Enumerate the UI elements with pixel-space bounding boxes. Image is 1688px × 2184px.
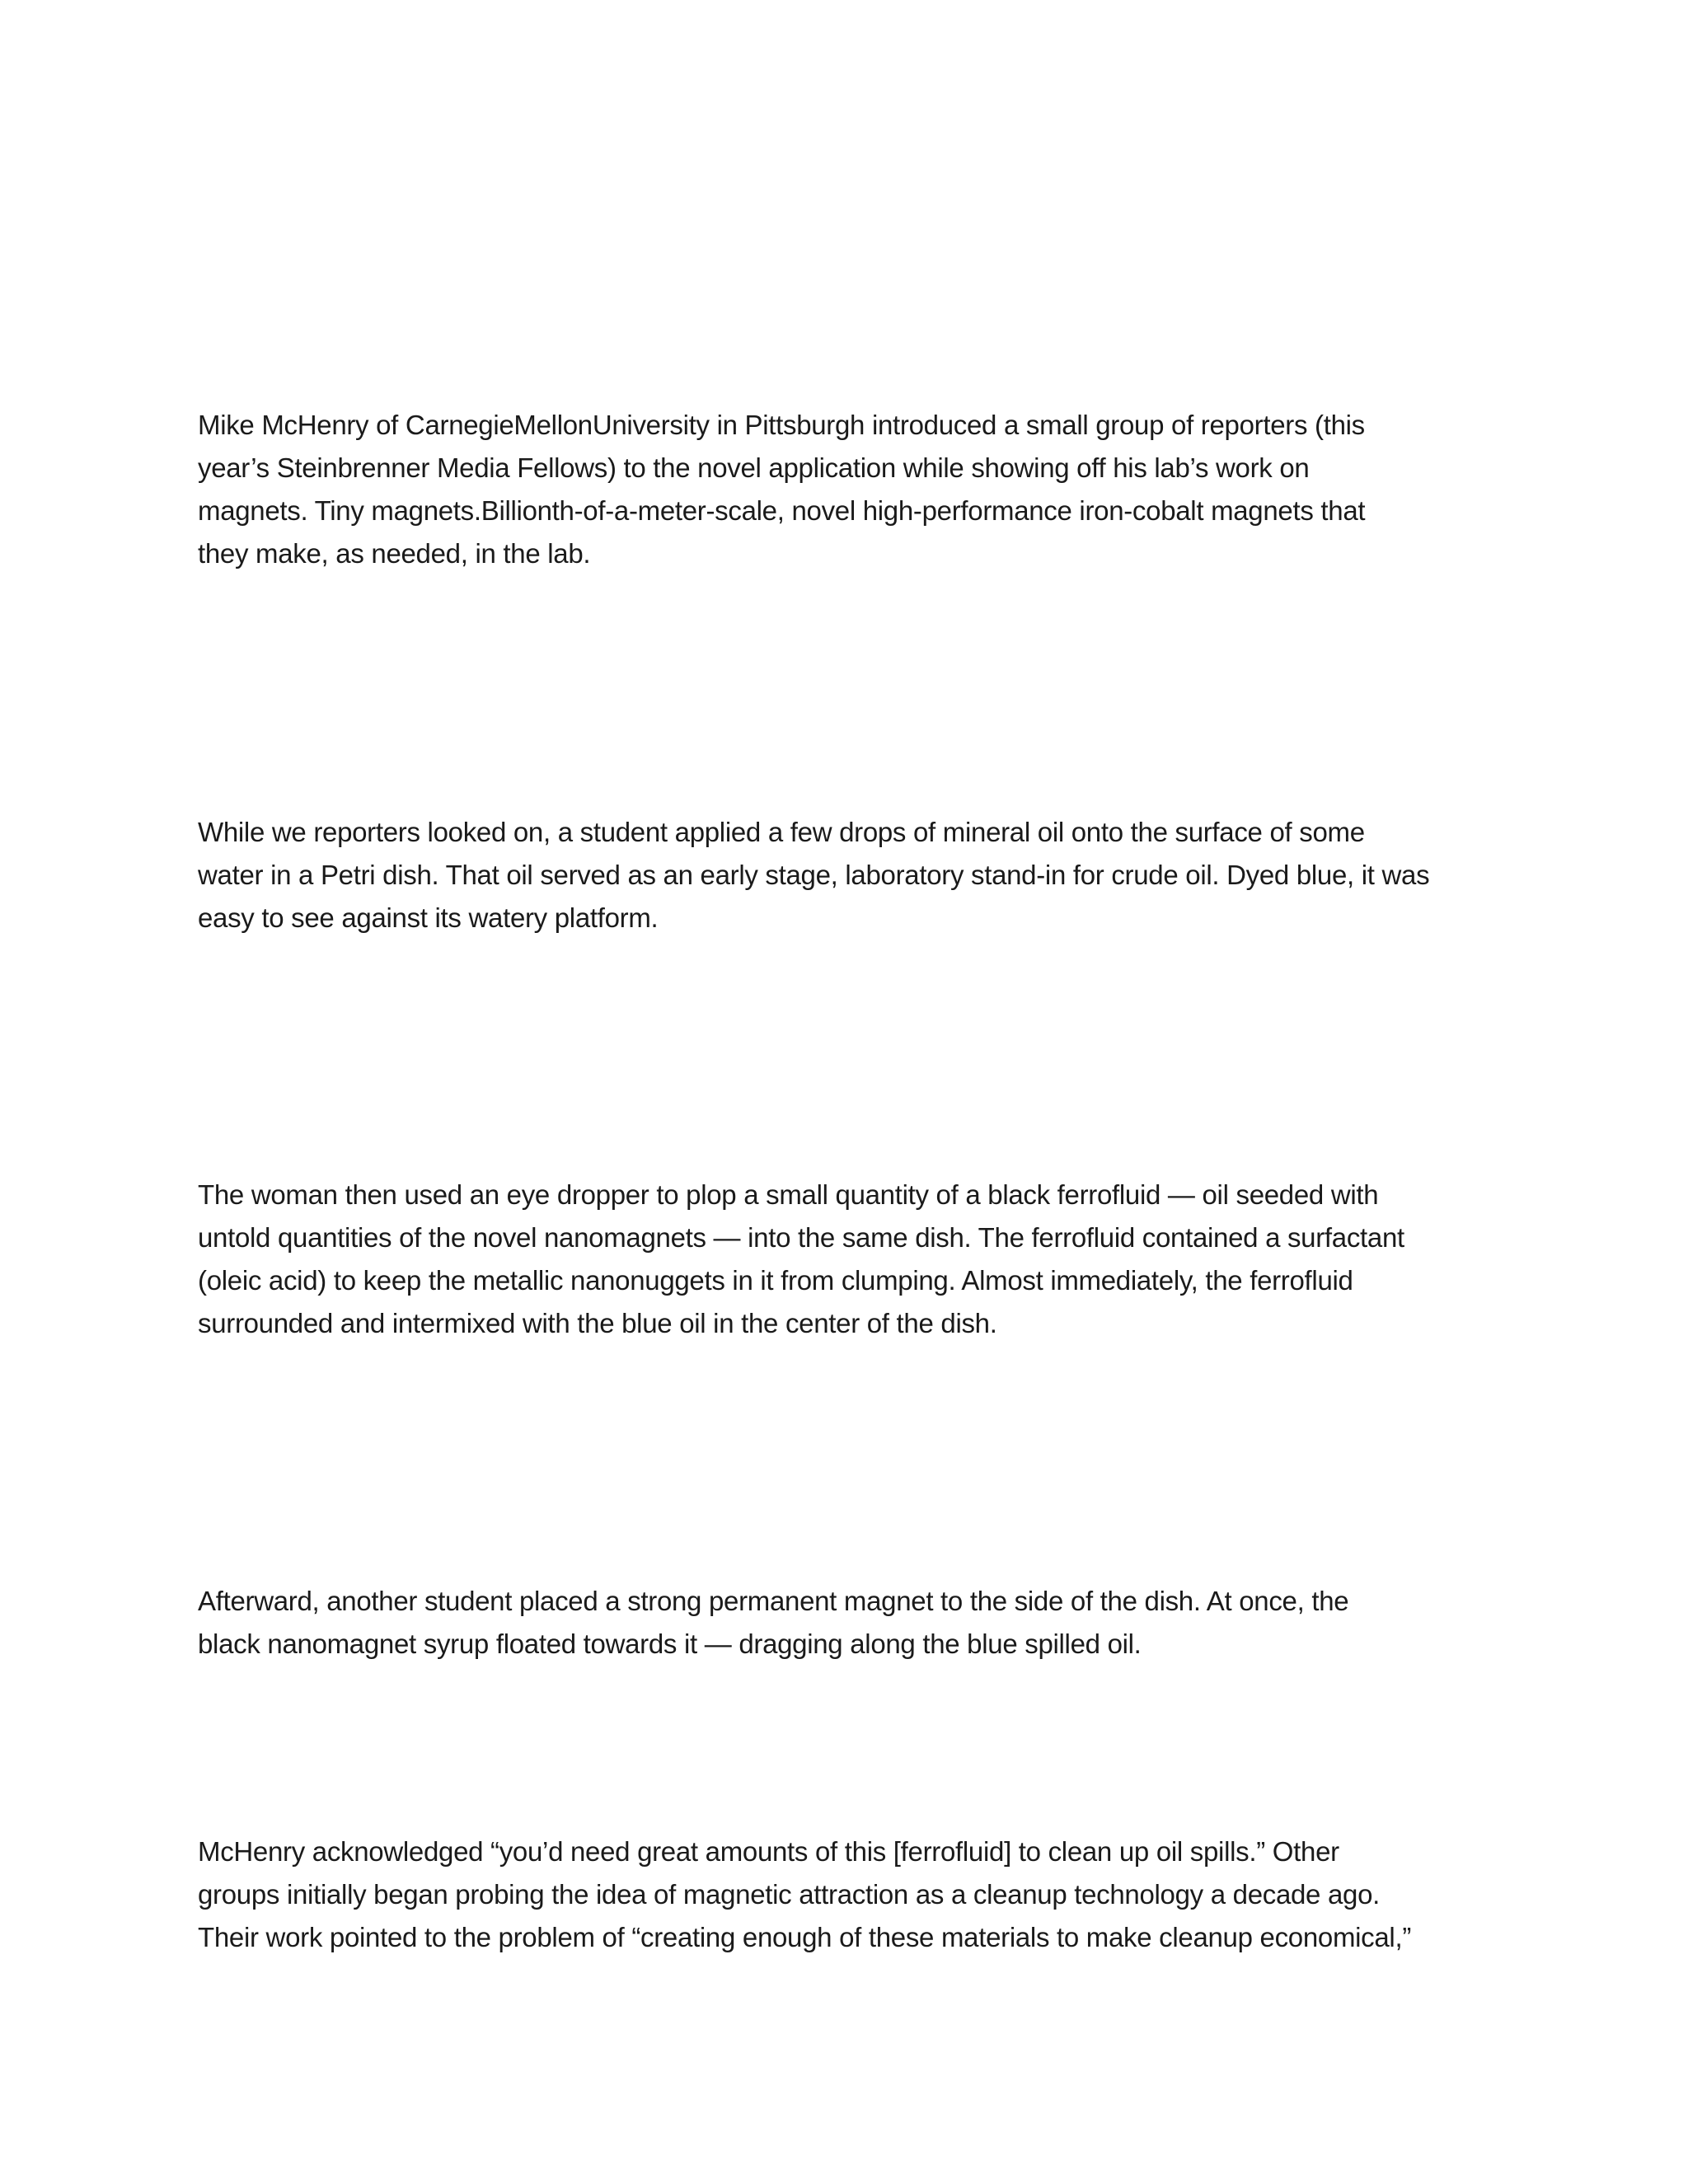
paragraph-mchenry-intro: [198, 404, 1500, 575]
text-line: surrounded and intermixed with the blue oil in the center of the dish.: [198, 1308, 997, 1338]
text-line: (oleic acid) to keep the metallic nanonuggets in it from clumping. Almost immediately, the ferrofluid: [198, 1265, 1353, 1296]
text-line: McHenry acknowledged “you’d need great amounts of this [ferrofluid] to clean up oil spills.” Other: [198, 1836, 1339, 1867]
paragraph-ferrofluid: [198, 1174, 1500, 1345]
paragraph-cleanup-economics: [198, 1830, 1500, 1959]
text-line: black nanomagnet syrup floated towards it — dragging along the blue spilled oil.: [198, 1629, 1142, 1659]
paragraph-mineral-oil: [198, 811, 1500, 940]
paragraph-permanent-magnet: [198, 1580, 1500, 1666]
text-line: easy to see against its watery platform.: [198, 902, 659, 933]
text-line: While we reporters looked on, a student applied a few drops of mineral oil onto the surface of some: [198, 817, 1365, 847]
text-line: Their work pointed to the problem of “creating enough of these materials to make cleanup economical,”: [198, 1922, 1412, 1952]
text-line: magnets. Tiny magnets.Billionth-of-a-meter-scale, novel high-performance iron-cobalt magnets that: [198, 495, 1366, 526]
text-line: they make, as needed, in the lab.: [198, 538, 591, 569]
text-line: untold quantities of the novel nanomagnets — into the same dish. The ferrofluid contained a surfactant: [198, 1222, 1404, 1253]
text-line: water in a Petri dish. That oil served as an early stage, laboratory stand-in for crude oil. Dyed blue, it was: [198, 860, 1430, 890]
text-line: year’s Steinbrenner Media Fellows) to the novel application while showing off his lab’s work on: [198, 452, 1310, 483]
text-line: Mike McHenry of CarnegieMellonUniversity in Pittsburgh introduced a small group of reporters (this: [198, 410, 1365, 440]
text-line: The woman then used an eye dropper to plop a small quantity of a black ferrofluid — oil seeded with: [198, 1179, 1379, 1210]
text-line: groups initially began probing the idea of magnetic attraction as a cleanup technology a decade ago.: [198, 1879, 1381, 1910]
text-line: Afterward, another student placed a strong permanent magnet to the side of the dish. At once, the: [198, 1586, 1349, 1616]
